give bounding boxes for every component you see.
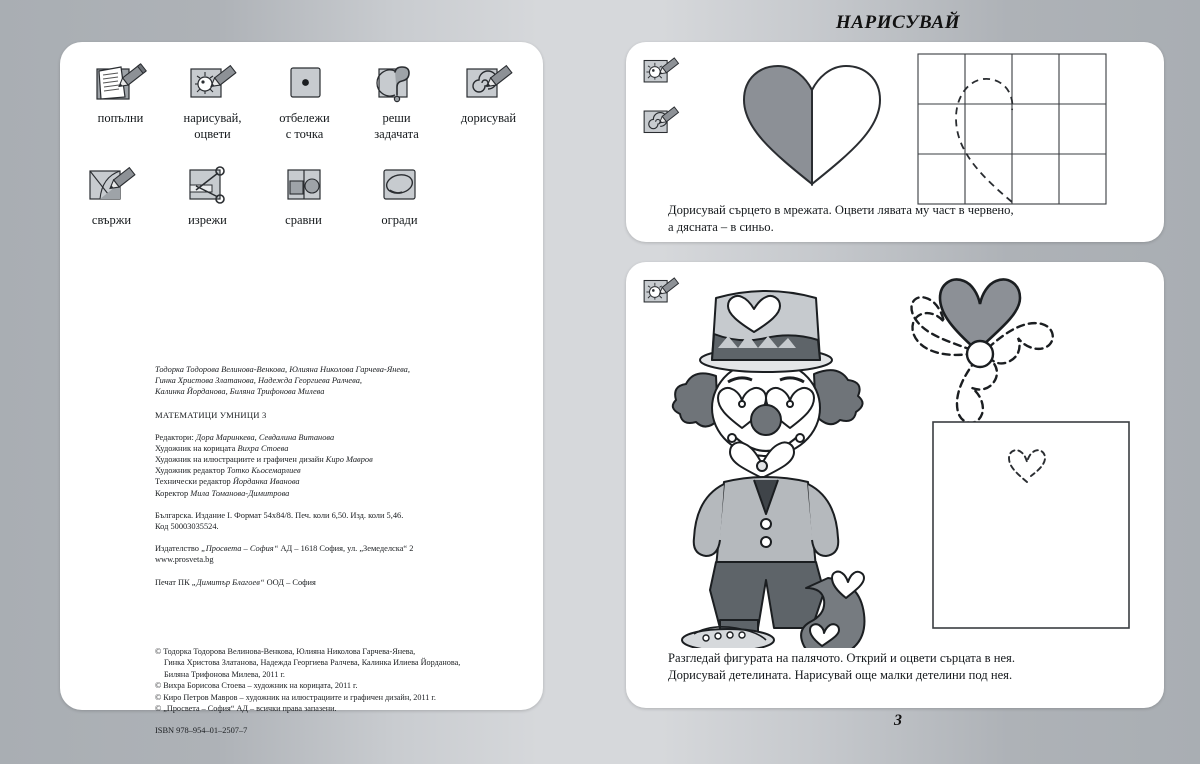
- isbn: ISBN 978–954–01–2507–7: [155, 726, 248, 736]
- staff-names: Йорданка Иванова: [232, 477, 300, 487]
- complete-drawing-icon: [443, 54, 535, 110]
- staff-role: Технически редактор: [155, 477, 231, 487]
- exercise-2-caption: Разгледай фигурата на палячото. Открий и оцвети сърцата в нея. Дорисувай детелината. Нарисувай още малки детелини под нея.: [668, 651, 1015, 682]
- legend-label: изрежи: [188, 213, 227, 227]
- connect-icon: [64, 156, 160, 212]
- staff-names: Вихра Стоева: [237, 443, 289, 453]
- legend-item-solve-task: [351, 54, 443, 142]
- print-info: Българска. Издание I. Формат 54x84/8. Печ. коли 6,50. Изд. коли 5,46. Код 50003035524.: [155, 510, 404, 532]
- staff-list: [155, 432, 515, 499]
- credits-block: [155, 364, 515, 599]
- staff-names: Киро Мавров: [325, 455, 373, 465]
- printer-suffix: ООД – София: [264, 577, 316, 587]
- publisher-name: „Просвета – София“: [201, 544, 279, 554]
- exercise-panel-1: [626, 42, 1164, 242]
- exercise-1-caption: Дорисувай сърцето в мрежата. Оцвети лявата му част в червено, а дясната – в синьо.: [668, 203, 1014, 234]
- page-number: 3: [894, 712, 902, 729]
- legend-label: реши задачата: [374, 111, 419, 141]
- practice-box: [931, 420, 1131, 635]
- printer-name: „Димитър Благоев“: [191, 577, 265, 587]
- staff-names: Дора Маринкева, Севдалина Витанова: [195, 432, 335, 442]
- legend-label: попълни: [97, 111, 144, 125]
- legend-item-mark-dot: [259, 54, 351, 142]
- publisher-info: [155, 543, 515, 565]
- circle-around-icon: [352, 156, 448, 212]
- staff-role: Художник на илюстрациите и графичен дизайн: [155, 455, 324, 465]
- staff-names: Мила Томанова-Димитрова: [190, 488, 290, 498]
- mark-dot-icon: [259, 54, 351, 110]
- legend-label: дорисувай: [460, 111, 517, 125]
- legend-row-1: [60, 54, 543, 142]
- legend-item-cut: [160, 156, 256, 228]
- exercise-grid: [916, 52, 1108, 212]
- draw-color-icon: [638, 52, 684, 97]
- complete-drawing-icon: [638, 101, 684, 146]
- staff-role: Художник на корицата: [155, 443, 236, 453]
- legend-label: сравни: [285, 213, 322, 227]
- legend-item-complete-drawing: [443, 54, 535, 126]
- legend-label: огради: [381, 213, 418, 227]
- printer-info: [155, 577, 515, 588]
- publisher-address: АД – 1618 София, ул. „Земеделска“ 2: [278, 544, 414, 554]
- book-title: МАТЕМАТИЦИ УМНИЦИ 3: [155, 409, 267, 420]
- legend-item-draw-color: [167, 54, 259, 142]
- staff-role: Художник редактор: [155, 466, 225, 476]
- legend-item-compare: [256, 156, 352, 228]
- legend-item-fill-in: [75, 54, 167, 126]
- legend-label: отбележи с точка: [279, 111, 330, 141]
- authors-list: Тодорка Тодорова Велинова-Венкова, Юлияна Николова Гарчева-Янева, Гинка Христова Златанова, Надежда Георгиева Ралчева, Калинка Йорданова, Биляна Трифонова Милева: [155, 365, 410, 397]
- legend-label: нарисувай, оцвети: [183, 111, 242, 141]
- exercise-1-icons: [638, 52, 684, 150]
- fill-in-icon: [75, 54, 167, 110]
- right-page: [618, 0, 1178, 764]
- solve-task-icon: [351, 54, 443, 110]
- printer-prefix: Печат ПК: [155, 577, 192, 587]
- clown-illustration: [666, 268, 916, 653]
- page-title: НАРИСУВАЙ: [835, 12, 961, 33]
- legend-section: [60, 54, 543, 228]
- cut-scissors-icon: [160, 156, 256, 212]
- draw-color-icon: [167, 54, 259, 110]
- legend-item-circle-around: [352, 156, 448, 228]
- legend-row-2: [60, 156, 543, 228]
- publisher-website: www.prosveta.bg: [155, 555, 214, 565]
- staff-names: Тотко Кьосемарлиев: [226, 466, 301, 476]
- staff-role: Редактори:: [155, 432, 194, 442]
- left-page: [60, 42, 543, 736]
- copyright-block: © Тодорка Тодорова Велинова-Венкова, Юлияна Николова Гарчева-Янева, Гинка Христова Златанова, Надежда Георгиева Ралчева, Калинка Илиева Йорданова, Биляна Трифонова Милева, 2011 г. © Вихра Борисова Стоева – художник на корицата, 2011 г. © Киро Петров Мавров – художник на илюстрациите и графичен дизайн, 2011 г. © „Просвета – София“ АД – всички права запазени. ISBN 978–954–01–2507–7: [155, 646, 535, 735]
- staff-role: Коректор: [155, 488, 189, 498]
- exercise-panel-2: [626, 262, 1164, 708]
- legend-item-connect: [64, 156, 160, 228]
- heart-half-colored: [732, 56, 892, 196]
- publisher-prefix: Издателство: [155, 544, 202, 554]
- compare-icon: [256, 156, 352, 212]
- legend-label: свържи: [91, 213, 132, 227]
